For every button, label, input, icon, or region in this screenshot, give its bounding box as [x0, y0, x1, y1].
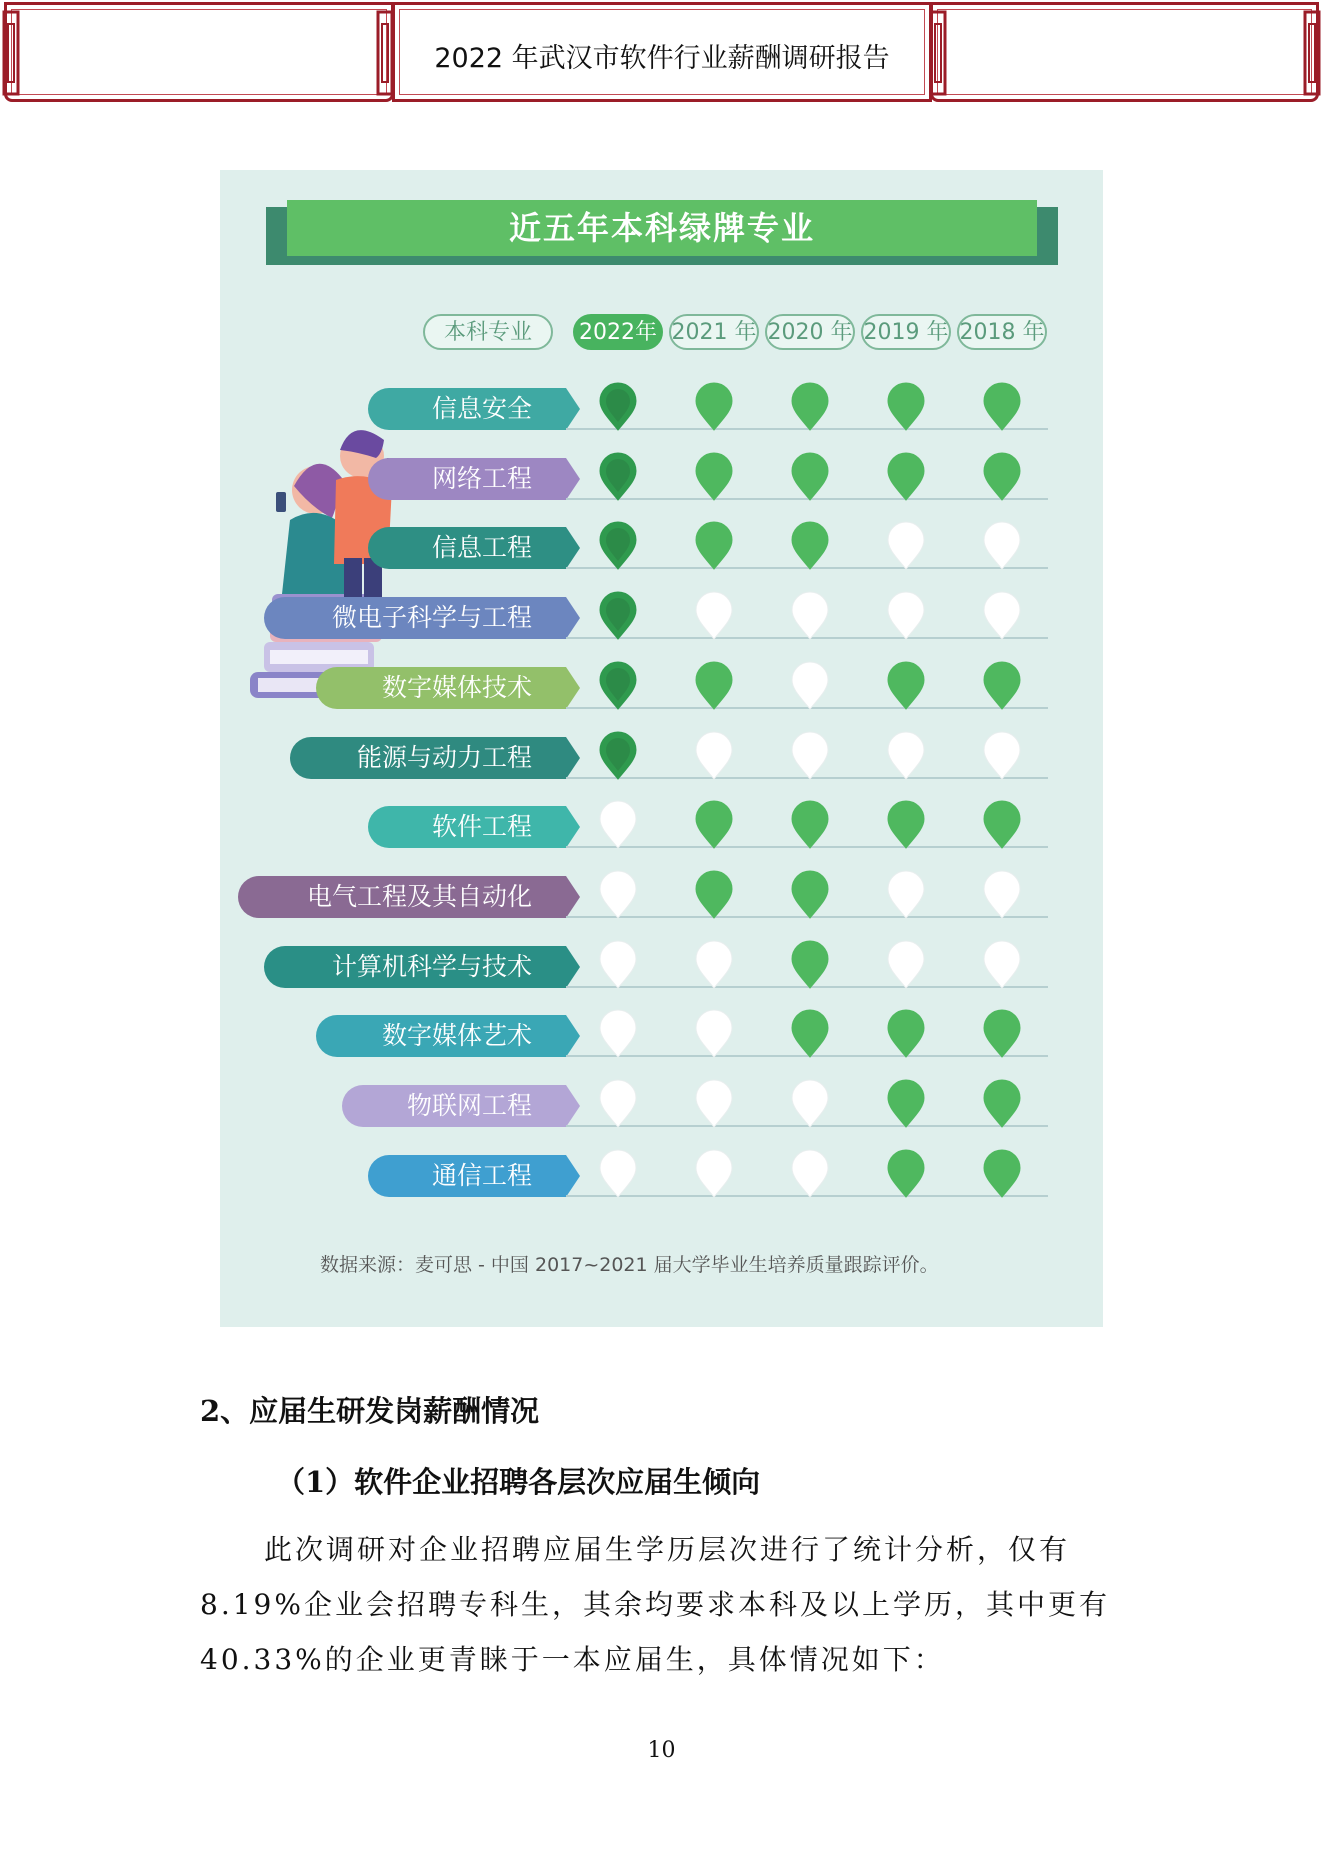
green-pin-icon [982, 661, 1022, 711]
green-pin-icon [790, 870, 830, 920]
green-pin-icon [982, 800, 1022, 850]
green-pin-icon [982, 1079, 1022, 1129]
header-frame-right [930, 2, 1319, 102]
green-pin-icon [790, 800, 830, 850]
green-pin-icon [982, 382, 1022, 432]
empty-pin-icon [886, 731, 926, 781]
paragraph-line: 8.19%企业会招聘专科生，其余均要求本科及以上学历，其中更有 [200, 1588, 1110, 1621]
empty-pin-icon [886, 591, 926, 641]
header-title: 2022 年武汉市软件行业薪酬调研报告 [434, 43, 890, 74]
major-label: 信息工程 [368, 527, 566, 569]
green-pin-icon [598, 382, 638, 432]
year-header-4: 2018 年 [957, 314, 1047, 350]
empty-pin-icon [982, 870, 1022, 920]
green-pin-icon [694, 870, 734, 920]
empty-pin-icon [598, 870, 638, 920]
empty-pin-icon [790, 1149, 830, 1199]
empty-pin-icon [598, 1079, 638, 1129]
empty-pin-icon [694, 731, 734, 781]
green-pin-icon [598, 661, 638, 711]
empty-pin-icon [982, 731, 1022, 781]
empty-pin-icon [598, 1149, 638, 1199]
page-header [0, 0, 1323, 110]
green-pin-icon [694, 452, 734, 502]
green-pin-icon [790, 382, 830, 432]
infographic [220, 170, 1103, 1327]
green-pin-icon [790, 1009, 830, 1059]
green-pin-icon [886, 800, 926, 850]
empty-pin-icon [694, 940, 734, 990]
empty-pin-icon [694, 1079, 734, 1129]
green-pin-icon [598, 591, 638, 641]
page-number: 10 [647, 1738, 676, 1763]
green-pin-icon [694, 521, 734, 571]
empty-pin-icon [790, 591, 830, 641]
green-pin-icon [886, 1009, 926, 1059]
major-label: 信息安全 [368, 388, 566, 430]
infographic-title: 近五年本科绿牌专业 [287, 200, 1037, 256]
green-pin-icon [886, 382, 926, 432]
year-header-1: 2021 年 [669, 314, 759, 350]
empty-pin-icon [982, 521, 1022, 571]
paragraph-line: 40.33%的企业更青睐于一本应届生，具体情况如下： [200, 1643, 945, 1676]
lattice-ornament-icon [1303, 10, 1321, 96]
year-header-3: 2019 年 [861, 314, 951, 350]
column-header-major: 本科专业 [423, 314, 553, 350]
major-label: 软件工程 [368, 806, 566, 848]
empty-pin-icon [598, 940, 638, 990]
green-pin-icon [886, 661, 926, 711]
empty-pin-icon [598, 800, 638, 850]
major-label: 网络工程 [368, 458, 566, 500]
empty-pin-icon [694, 591, 734, 641]
green-pin-icon [886, 1079, 926, 1129]
green-pin-icon [886, 1149, 926, 1199]
empty-pin-icon [886, 940, 926, 990]
green-pin-icon [694, 800, 734, 850]
empty-pin-icon [694, 1009, 734, 1059]
green-pin-icon [598, 521, 638, 571]
green-pin-icon [982, 1009, 1022, 1059]
empty-pin-icon [790, 661, 830, 711]
major-label: 物联网工程 [342, 1085, 566, 1127]
section-subheading: （1）软件企业招聘各层次应届生倾向 [276, 1465, 761, 1499]
major-label: 电气工程及其自动化 [238, 876, 566, 918]
section-heading: 2、应届生研发岗薪酬情况 [200, 1394, 540, 1428]
empty-pin-icon [982, 940, 1022, 990]
green-pin-icon [886, 452, 926, 502]
empty-pin-icon [694, 1149, 734, 1199]
lattice-ornament-icon [2, 10, 20, 96]
major-label: 能源与动力工程 [290, 737, 566, 779]
data-source-note: 数据来源：麦可思 - 中国 2017~2021 届大学毕业生培养质量跟踪评价。 [320, 1254, 939, 1276]
green-pin-icon [598, 731, 638, 781]
paragraph-line: 此次调研对企业招聘应届生学历层次进行了统计分析，仅有 [264, 1533, 1071, 1566]
green-pin-icon [598, 452, 638, 502]
empty-pin-icon [886, 521, 926, 571]
year-header-0: 2022年 [573, 314, 663, 350]
green-pin-icon [790, 940, 830, 990]
major-label: 通信工程 [368, 1155, 566, 1197]
green-pin-icon [790, 521, 830, 571]
year-header-2: 2020 年 [765, 314, 855, 350]
major-label: 计算机科学与技术 [264, 946, 566, 988]
green-pin-icon [694, 661, 734, 711]
header-frame-left [4, 2, 394, 102]
green-pin-icon [982, 1149, 1022, 1199]
major-label: 微电子科学与工程 [264, 597, 566, 639]
major-label: 数字媒体艺术 [316, 1015, 566, 1057]
green-pin-icon [694, 382, 734, 432]
green-pin-icon [790, 452, 830, 502]
empty-pin-icon [790, 731, 830, 781]
major-label: 数字媒体技术 [316, 667, 566, 709]
green-pin-icon [982, 452, 1022, 502]
empty-pin-icon [598, 1009, 638, 1059]
empty-pin-icon [886, 870, 926, 920]
empty-pin-icon [790, 1079, 830, 1129]
empty-pin-icon [982, 591, 1022, 641]
